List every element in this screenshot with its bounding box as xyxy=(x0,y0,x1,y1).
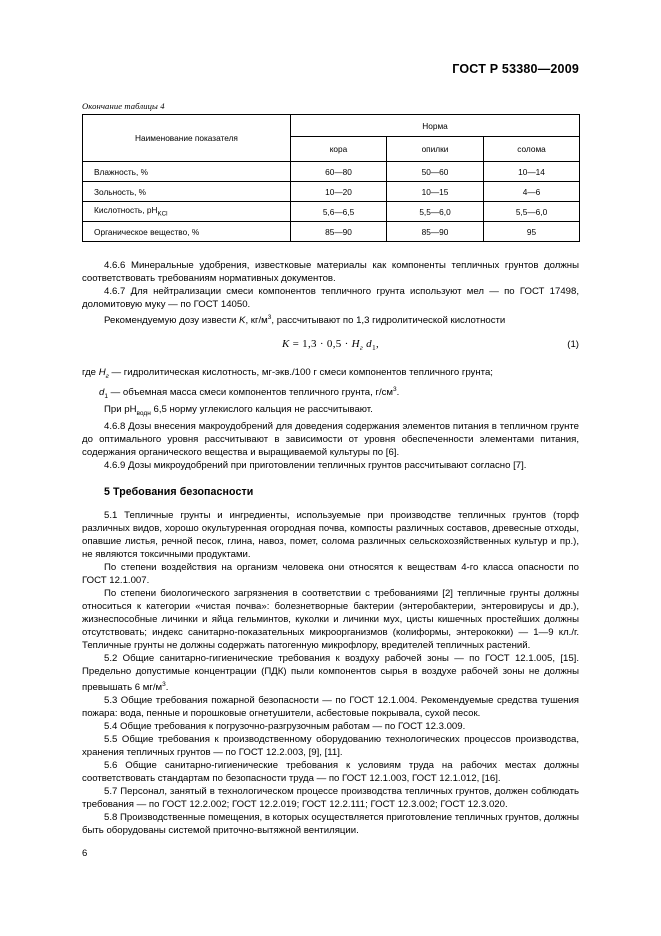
table-cell-indicator-subscript: KCl xyxy=(157,210,168,218)
norm-table xyxy=(82,114,580,242)
paragraph-5-3: 5.3 Общие требования пожарной безопасности — по ГОСТ 12.1.004. Рекомендуемые средства тушения пожара: вода, пенные и порошковые огнетушители, асбестовые покрывала, сухой песок. xyxy=(82,695,579,720)
paragraph-def-hg xyxy=(82,366,579,383)
paragraph-ph-note xyxy=(82,403,579,420)
table-cell-value: 10—20 xyxy=(291,182,387,202)
paragraph-lime-dose xyxy=(82,311,579,327)
table-header-norm: Норма xyxy=(291,115,580,137)
norm-table-wrapper xyxy=(82,114,579,242)
table-header-col-bark: кора xyxy=(291,137,387,162)
lime-dose-symbol-k: K xyxy=(239,315,246,327)
spacer xyxy=(82,499,579,509)
section-heading-5: 5 Требования безопасности xyxy=(104,486,254,499)
lime-dose-text-mid: , кг/м xyxy=(245,315,268,327)
def-d1-subscript: 1 xyxy=(104,393,108,401)
table-header-col-sawdust: опилки xyxy=(387,137,484,162)
def-d1-superscript: 3 xyxy=(393,386,397,394)
table-header-col-straw: солома xyxy=(484,137,580,162)
table-cell-indicator xyxy=(83,202,291,222)
table-cell-value: 85—90 xyxy=(291,222,387,242)
page-number: 6 xyxy=(82,848,88,859)
table-header-row-1 xyxy=(83,115,580,137)
def-d1-end: . xyxy=(396,387,400,399)
lime-dose-text-pre: Рекомендуемую дозу извести xyxy=(104,315,240,327)
ph-note-subscript: водн xyxy=(136,410,151,418)
paragraph-5-6: 5.6 Общие санитарно-гигиенические требования к условиям труда на рабочих местах должны соответствовать стандартам по безопасности труда — по ГОСТ 12.1.003, ГОСТ 12.1.012, [16]. xyxy=(82,760,579,785)
table-header-name: Наименование показателя xyxy=(83,115,291,162)
table-cell-indicator-text: Кислотность, рН xyxy=(94,205,158,216)
table-cell-value: 10—14 xyxy=(484,162,580,182)
page-title: ГОСТ Р 53380—2009 xyxy=(452,62,579,76)
table-row xyxy=(83,162,580,182)
document-body xyxy=(82,259,579,837)
table-cell-indicator: Влажность, % xyxy=(83,162,291,182)
paragraph-5-2 xyxy=(82,652,579,694)
def-hg-subscript: г xyxy=(105,373,109,381)
lime-dose-text-post: , рассчитывают по 1,3 гидролитической кислотности xyxy=(271,315,506,327)
def-d1-text: — объемная масса смеси компонентов тепличного грунта, г/см xyxy=(107,387,394,399)
def-hg-text: — гидролитическая кислотность, мг-экв./100 г смеси компонентов тепличного грунта; xyxy=(108,367,493,379)
paragraph-5-1-b: По степени воздействия на организм человека они относятся к веществам 4-го класса опасности по ГОСТ 12.1.007. xyxy=(82,562,579,587)
lime-dose-superscript: 3 xyxy=(267,314,272,321)
paragraph-5-2-superscript: 3 xyxy=(162,681,166,689)
paragraph-4-6-9: 4.6.9 Дозы микроудобрений при приготовлении тепличных грунтов рассчитывают согласно [7]. xyxy=(104,460,527,472)
table-cell-value: 95 xyxy=(484,222,580,242)
paragraph-5-2-post: . xyxy=(165,682,169,694)
table-cell-value: 4—6 xyxy=(484,182,580,202)
table-cell-value: 5,6—6,5 xyxy=(291,202,387,222)
paragraph-5-8: 5.8 Производственные помещения, в которых осуществляется приготовление тепличных грунтов, должны быть оборудованы системой приточно-вытяжной вентиляции. xyxy=(82,812,579,837)
def-hg-symbol: H xyxy=(98,367,106,379)
spacer xyxy=(82,472,579,486)
paragraph-5-5: 5.5 Общие требования к производственному оборудованию технологических процессов производства, хранения тепличных грунтов — по ГОСТ 12.2.003, [9], [11]. xyxy=(82,734,579,759)
table-row xyxy=(83,182,580,202)
paragraph-4-6-7: 4.6.7 Для нейтрализации смеси компонентов тепличного грунта используют мел — по ГОСТ 17498, доломитовую муку — по ГОСТ 14050. xyxy=(82,286,579,310)
paragraph-def-d1 xyxy=(82,383,579,403)
table-caption: Окончание таблицы 4 xyxy=(82,101,165,111)
table-cell-indicator: Зольность, % xyxy=(83,182,291,202)
table-cell-value: 10—15 xyxy=(387,182,484,202)
formula-1-row xyxy=(82,338,579,354)
paragraph-5-1: 5.1 Тепличные грунты и ингредиенты, используемые при производстве тепличных грунтов (торф различных видов, хорошо окультуренная огородная почва, компосты различных составов, древесные отходы, опавшие листья, речной песок, глина, навоз, помет, солома различных сельскохозяйственных культур и пр.), не являются токсичными продуктами. xyxy=(82,510,579,561)
formula-1: $K = 1,3 \cdot 0,5 \cdot H_г$ $d_1$, xyxy=(281,338,380,353)
paragraph-4-6-8: 4.6.8 Дозы внесения макроудобрений для доведения содержания элементов питания в тепличном грунте до оптимального уровня рассчитывают в зависимости от уровня обеспеченности элементами питания, содержания органического вещества и выращиваемой культуры по [6]. xyxy=(82,421,579,459)
table-row xyxy=(83,202,580,222)
def-d1-symbol: d xyxy=(99,387,105,399)
table-cell-value: 5,5—6,0 xyxy=(387,202,484,222)
table-cell-value: 85—90 xyxy=(387,222,484,242)
paragraph-5-4: 5.4 Общие требования к погрузочно-разгрузочным работам — по ГОСТ 12.3.009. xyxy=(104,721,466,733)
table-cell-value: 50—60 xyxy=(387,162,484,182)
table-cell-indicator: Органическое вещество, % xyxy=(83,222,291,242)
paragraph-4-6-6: 4.6.6 Минеральные удобрения, известковые материалы как компоненты тепличных грунтов должны соответствовать требованиям нормативных документов. xyxy=(82,260,579,284)
where-label: где xyxy=(82,367,97,379)
ph-note-pre: При рН xyxy=(104,404,137,416)
formula-1-number: (1) xyxy=(567,339,579,351)
table-cell-value: 5,5—6,0 xyxy=(484,202,580,222)
paragraph-5-1-c: По степени биологического загрязнения в соответствии с требованиями [2] тепличные грунты должны относиться к категории «чистая почва»: болезнетворные бактерии (энтеробактерии, энтеровирусы и др.), жизнеспособные личинки и яйца гельминтов, куколки и личинки мух, цисты кишечных простейших должны отсутствовать; индекс санитарно-показательных микроорганизмов (колиформы, энтерококки) — 1—9 кл./г. Тепличные грунты не должны содержать патогенную микрофлору, вредителей тепличных растений. xyxy=(82,588,579,652)
table-row xyxy=(83,222,580,242)
paragraph-5-7: 5.7 Персонал, занятый в технологическом процессе производства тепличных грунтов, должен соблюдать требования — по ГОСТ 12.2.002; ГОСТ 12.2.019; ГОСТ 12.2.111; ГОСТ 12.3.002; ГОСТ 12.3.020. xyxy=(82,786,579,811)
ph-note-post: 6,5 норму углекислого кальция не рассчитывают. xyxy=(150,404,373,416)
paragraph-5-2-pre: 5.2 Общие санитарно-гигиенические требования к воздуху рабочей зоны — по ГОСТ 12.1.005, [15]. Предельно допустимые концентрации (ПДК) пыли компонентов сырья в воздухе рабочей зоны не должны превышать 6 мг/м xyxy=(82,653,579,694)
table-cell-value: 60—80 xyxy=(291,162,387,182)
